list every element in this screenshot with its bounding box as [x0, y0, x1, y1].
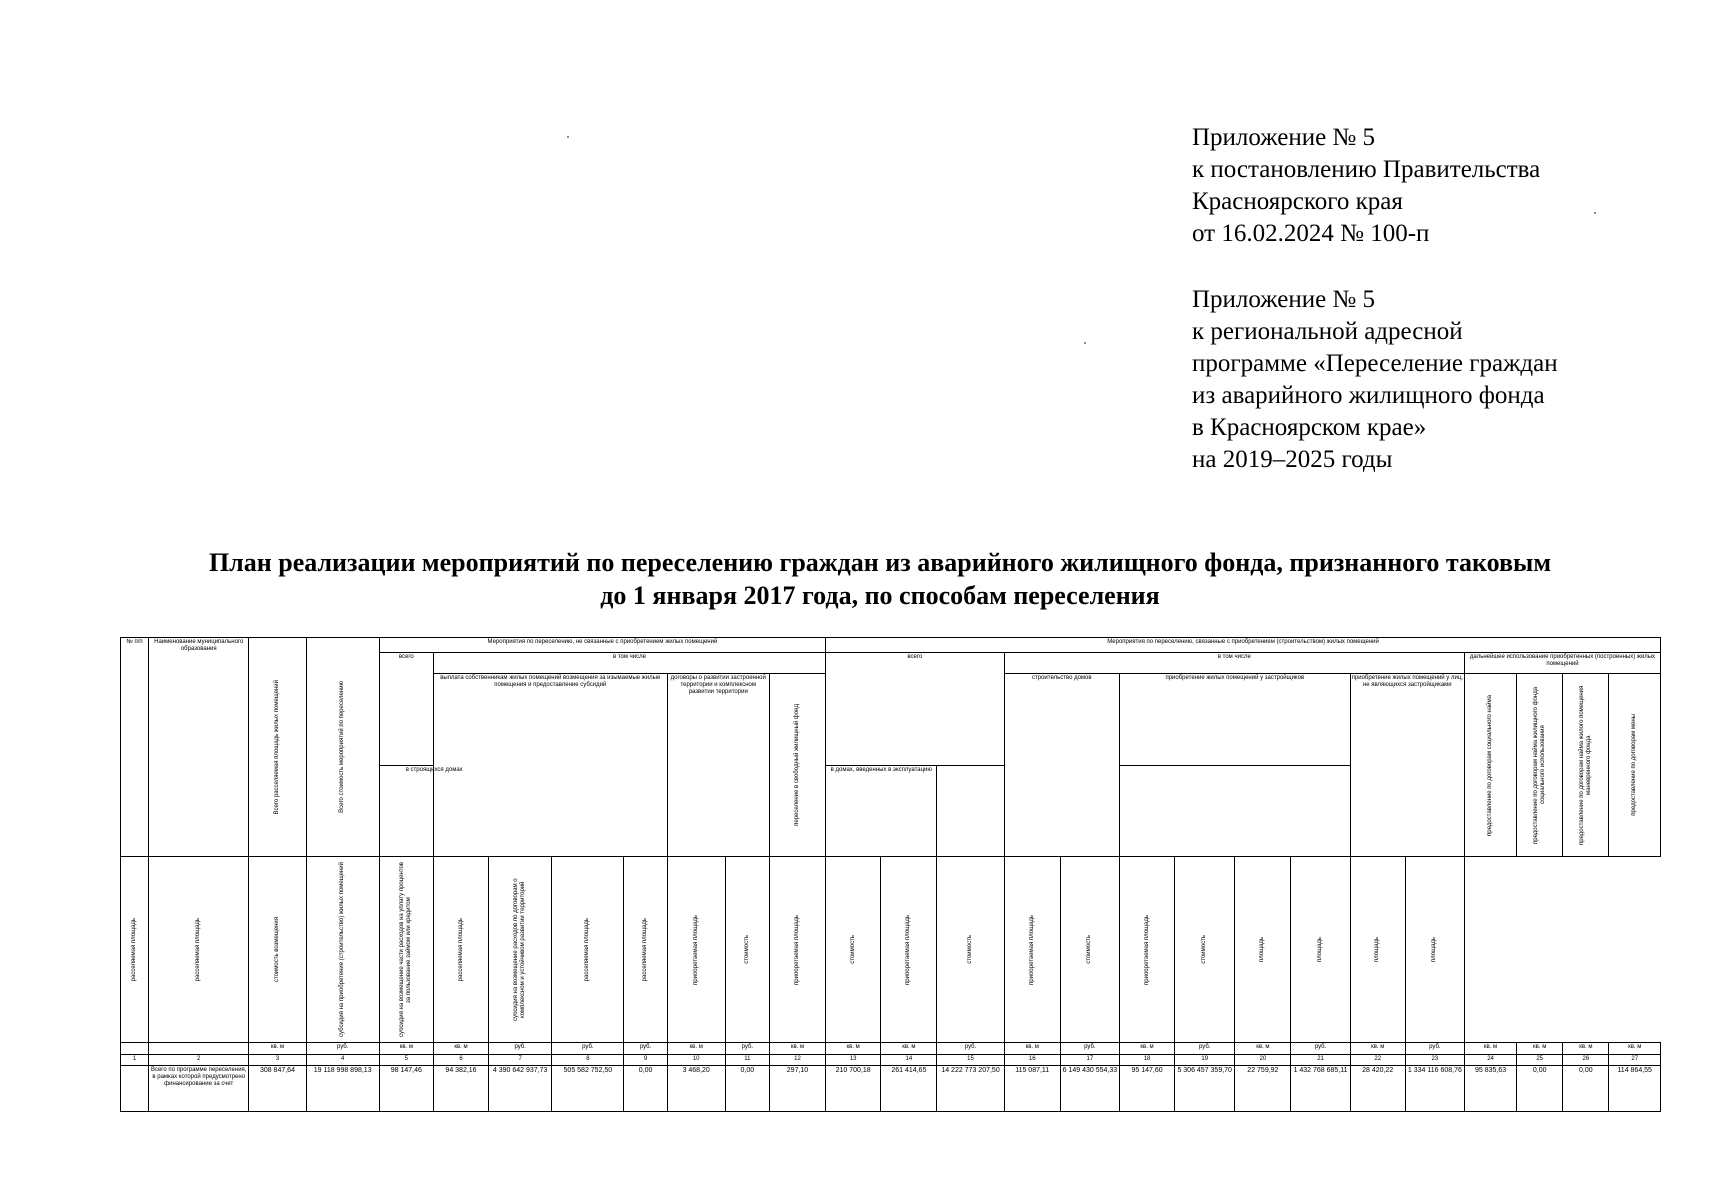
- column-number: 15: [937, 1055, 1004, 1066]
- column-number: 25: [1517, 1055, 1563, 1066]
- unit-cell: руб.: [1175, 1043, 1235, 1055]
- appendix-line: от 16.02.2024 № 100-п: [1192, 220, 1430, 247]
- header-free-fund: переселение в свободный жилищный фонд: [769, 674, 825, 857]
- unit-cell: руб.: [306, 1043, 379, 1055]
- unit-cell: руб.: [937, 1043, 1004, 1055]
- column-number: 2: [149, 1055, 249, 1066]
- column-number: 27: [1609, 1055, 1661, 1066]
- row-total-value: 0,00: [1563, 1066, 1609, 1112]
- header-col24: предоставление по договорам социального найма: [1464, 674, 1516, 857]
- appendix-line: из аварийного жилищного фонда: [1192, 382, 1545, 409]
- header-c7: стоимость возмещения: [249, 857, 306, 1043]
- column-number: 6: [433, 1055, 488, 1066]
- unit-cell: руб.: [1405, 1043, 1464, 1055]
- appendix-line: к постановлению Правительства: [1192, 156, 1541, 183]
- column-number: 10: [667, 1055, 725, 1066]
- header-vsego: всего: [379, 653, 433, 766]
- header-further-use: дальнейшее использование приобретенных (построенных) жилых помещений: [1464, 653, 1660, 674]
- row-total-value: 94 382,16: [433, 1066, 488, 1112]
- column-number: 13: [826, 1055, 881, 1066]
- scan-speck: [567, 136, 569, 138]
- header-c9: субсидия на возмещение части расходов на уплату процентов за пользование займом или кредитом: [379, 857, 433, 1043]
- scan-speck: [1594, 212, 1596, 214]
- appendix-line: в Красноярском крае»: [1192, 414, 1427, 441]
- column-number: 19: [1175, 1055, 1235, 1066]
- column-number: 4: [306, 1055, 379, 1066]
- header-development-contracts: договоры о развитии застроенной территории и комплексном развитии территории: [667, 674, 769, 857]
- row-total-value: 22 759,92: [1235, 1066, 1291, 1112]
- header-c12: расселяемая площадь: [552, 857, 624, 1043]
- column-number: 17: [1060, 1055, 1119, 1066]
- header-c20: приобретаемая площадь: [1004, 857, 1060, 1043]
- header-c25: площадь: [1291, 857, 1350, 1043]
- header-purchase-developers: приобретение жилых помещений у застройщиков: [1119, 674, 1350, 766]
- header-col26: предоставление по договорам найма жилого помещения маневренного фонда: [1563, 674, 1609, 857]
- header-c11: субсидия на возмещение расходов по договорам о комплексном и устойчивом развитии территорий: [489, 857, 552, 1043]
- column-number: 3: [249, 1055, 306, 1066]
- header-c6: расселяемая площадь: [149, 857, 249, 1043]
- header-purchase-non-developers: приобретение жилых помещений у лиц, не являющихся застройщиками: [1350, 674, 1464, 857]
- header-total-area: Всего расселяемая площадь жилых помещений: [249, 638, 306, 857]
- row-total-value: 19 118 998 898,13: [306, 1066, 379, 1112]
- column-number: 26: [1563, 1055, 1609, 1066]
- header-c13: расселяемая площадь: [624, 857, 667, 1043]
- appendix-line: к региональной адресной: [1192, 318, 1463, 345]
- header-c17: стоимость: [826, 857, 881, 1043]
- column-number: 9: [624, 1055, 667, 1066]
- row-total-value: 4 390 642 937,73: [489, 1066, 552, 1112]
- column-number: 16: [1004, 1055, 1060, 1066]
- unit-cell: кв. м: [433, 1043, 488, 1055]
- unit-cell: [121, 1043, 149, 1055]
- row-num-cell: [121, 1066, 149, 1112]
- header-v-tom-chisle: в том числе: [1004, 653, 1464, 674]
- row-total-value: 98 147,46: [379, 1066, 433, 1112]
- header-num: № п/п: [121, 638, 149, 857]
- header-c14: приобретаемая площадь: [667, 857, 725, 1043]
- row-total-value: 6 149 430 554,33: [1060, 1066, 1119, 1112]
- unit-cell: кв. м: [881, 1043, 937, 1055]
- unit-cell: кв. м: [769, 1043, 825, 1055]
- unit-cell: руб.: [489, 1043, 552, 1055]
- header-c8: субсидия на приобретение (строительство) жилых помещений: [306, 857, 379, 1043]
- header-c22: приобретаемая площадь: [1119, 857, 1174, 1043]
- header-c10: расселяемая площадь: [433, 857, 488, 1043]
- header-group-not-acquisition: Мероприятия по переселению, не связанные с приобретением жилых помещений: [379, 638, 825, 653]
- row-total-value: 210 700,18: [826, 1066, 881, 1112]
- column-number: 5: [379, 1055, 433, 1066]
- unit-cell: руб.: [624, 1043, 667, 1055]
- row-total-value: 5 306 457 359,70: [1175, 1066, 1235, 1112]
- header-col27: предоставление по договорам мены: [1609, 674, 1661, 857]
- row-total-name: Всего по программе переселения, в рамках которой предусмотрено финансирование за счет: [149, 1066, 249, 1112]
- unit-cell: кв. м: [1350, 1043, 1405, 1055]
- column-number: 24: [1464, 1055, 1516, 1066]
- unit-cell: руб.: [552, 1043, 624, 1055]
- header-c23: стоимость: [1175, 857, 1235, 1043]
- appendix-line: Красноярского края: [1192, 188, 1403, 215]
- header-c5: расселяемая площадь: [121, 857, 149, 1043]
- header-c21: стоимость: [1060, 857, 1119, 1043]
- row-total-value: 0,00: [624, 1066, 667, 1112]
- unit-cell: кв. м: [1517, 1043, 1563, 1055]
- column-number: 22: [1350, 1055, 1405, 1066]
- header-c24: площадь: [1235, 857, 1291, 1043]
- row-total-value: 95 835,63: [1464, 1066, 1516, 1112]
- column-number: 14: [881, 1055, 937, 1066]
- header-c18: приобретаемая площадь: [881, 857, 937, 1043]
- unit-cell: кв. м: [826, 1043, 881, 1055]
- column-number: 7: [489, 1055, 552, 1066]
- row-total-value: 308 847,64: [249, 1066, 306, 1112]
- header-v-tom-chisle: в том числе: [433, 653, 825, 674]
- unit-cell: руб.: [1060, 1043, 1119, 1055]
- appendix-line: Приложение № 5: [1192, 286, 1376, 313]
- unit-cell: кв. м: [1119, 1043, 1174, 1055]
- row-total-value: 14 222 773 207,50: [937, 1066, 1004, 1112]
- row-total-value: 3 468,20: [667, 1066, 725, 1112]
- column-number: 23: [1405, 1055, 1464, 1066]
- row-total-value: 114 864,55: [1609, 1066, 1661, 1112]
- header-commissioned: в домах, введенных в эксплуатацию: [826, 765, 937, 857]
- row-total-value: 1 334 116 608,76: [1405, 1066, 1464, 1112]
- scan-speck: [1084, 342, 1086, 344]
- title-line-2: до 1 января 2017 года, по способам переселения: [600, 581, 1160, 610]
- header-municipality: Наименование муниципального образования: [149, 638, 249, 857]
- unit-cell: кв. м: [1609, 1043, 1661, 1055]
- header-under-construction: в строящихся домах: [379, 765, 488, 857]
- header-construction: строительство домов: [1004, 674, 1119, 857]
- appendix-line: программе «Переселение граждан: [1192, 350, 1558, 377]
- row-total-value: 0,00: [1517, 1066, 1563, 1112]
- unit-cell: кв. м: [249, 1043, 306, 1055]
- appendix-program-note: [1192, 284, 1672, 476]
- column-number: 12: [769, 1055, 825, 1066]
- column-number: 1: [121, 1055, 149, 1066]
- document-title: [120, 546, 1640, 612]
- unit-cell: кв. м: [379, 1043, 433, 1055]
- header-total-cost: Всего стоимость мероприятий по переселению: [306, 638, 379, 857]
- unit-cell: кв. м: [1235, 1043, 1291, 1055]
- column-number: 21: [1291, 1055, 1350, 1066]
- row-total-value: 297,10: [769, 1066, 825, 1112]
- unit-cell: [149, 1043, 249, 1055]
- header-c15: стоимость: [725, 857, 769, 1043]
- unit-cell: кв. м: [1464, 1043, 1516, 1055]
- row-total-value: 0,00: [725, 1066, 769, 1112]
- appendix-line: Приложение № 5: [1192, 124, 1376, 151]
- row-total-value: 505 582 752,50: [552, 1066, 624, 1112]
- row-total-value: 1 432 768 685,11: [1291, 1066, 1350, 1112]
- row-total-value: 95 147,60: [1119, 1066, 1174, 1112]
- header-vsego: всего: [826, 653, 1005, 766]
- column-number: 11: [725, 1055, 769, 1066]
- header-c16: приобретаемая площадь: [769, 857, 825, 1043]
- unit-cell: кв. м: [667, 1043, 725, 1055]
- column-number: 18: [1119, 1055, 1174, 1066]
- header-col25: предоставление по договорам найма жилищного фонда социального использования: [1517, 674, 1563, 857]
- header-c26: площадь: [1350, 857, 1405, 1043]
- column-number: 8: [552, 1055, 624, 1066]
- unit-cell: руб.: [725, 1043, 769, 1055]
- unit-cell: кв. м: [1563, 1043, 1609, 1055]
- row-total-value: 115 087,11: [1004, 1066, 1060, 1112]
- resettlement-plan-table: [120, 637, 1661, 1112]
- column-number: 20: [1235, 1055, 1291, 1066]
- appendix-line: на 2019–2025 годы: [1192, 446, 1393, 473]
- unit-cell: кв. м: [1004, 1043, 1060, 1055]
- header-payout: выплата собственникам жилых помещений возмещения за изымаемые жилые помещения и предоставление субсидий: [433, 674, 667, 857]
- header-c27: площадь: [1405, 857, 1464, 1043]
- title-line-1: План реализации мероприятий по переселению граждан из аварийного жилищного фонда, признанного таковым: [208, 548, 1552, 577]
- row-total-value: 261 414,65: [881, 1066, 937, 1112]
- unit-cell: руб.: [1291, 1043, 1350, 1055]
- appendix-resolution-note: [1192, 122, 1672, 250]
- header-c19: стоимость: [937, 857, 1004, 1043]
- header-group-acquisition: Мероприятия по переселению, связанные с приобретением (строительством) жилых помещений: [826, 638, 1661, 653]
- row-total-value: 28 420,22: [1350, 1066, 1405, 1112]
